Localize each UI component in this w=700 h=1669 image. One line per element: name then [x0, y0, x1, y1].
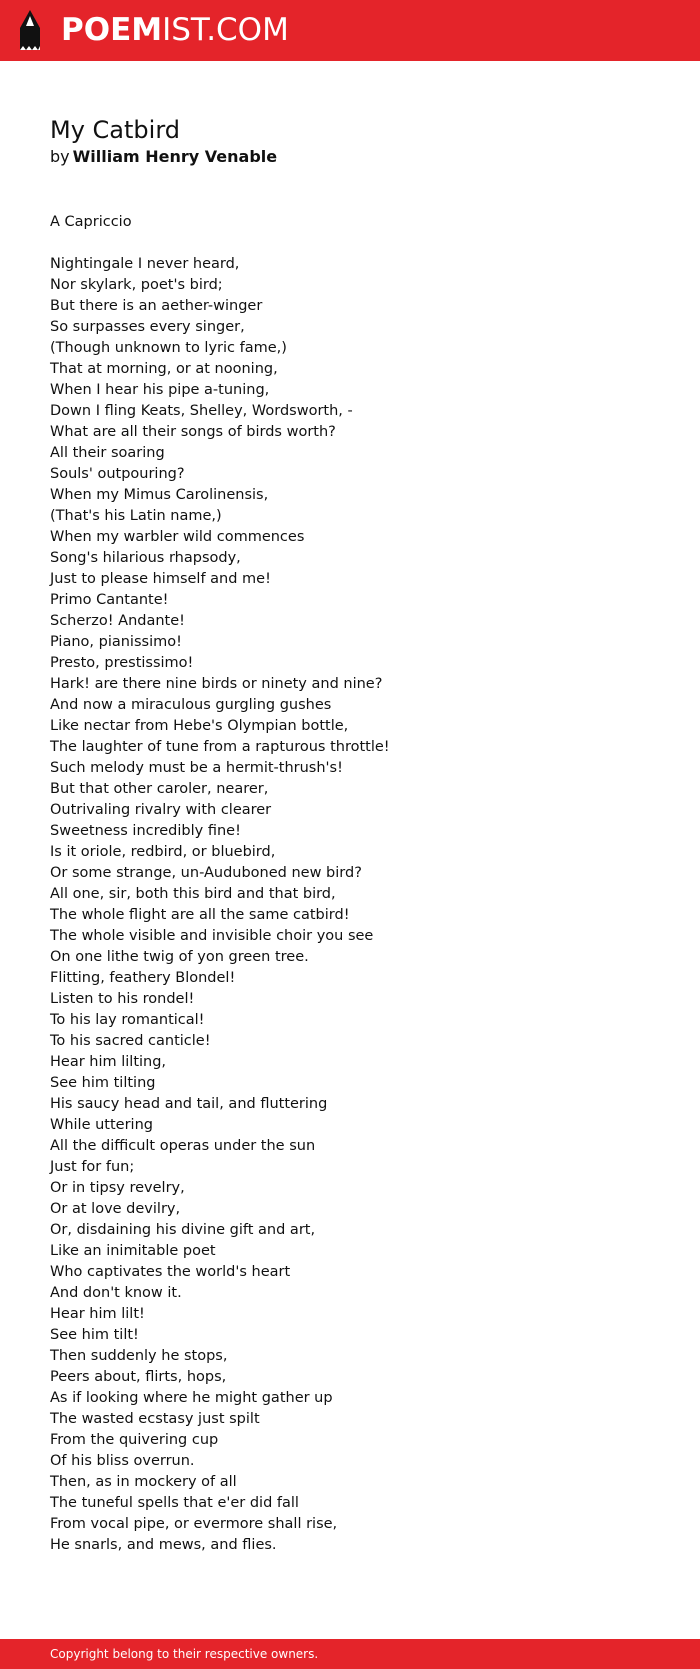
poem-line: The wasted ecstasy just spilt: [50, 1411, 260, 1427]
poem-line: Or in tipsy revelry,: [50, 1180, 185, 1196]
poem-line: All their soaring: [50, 445, 165, 461]
by-label: by: [50, 147, 70, 166]
poem-line: To his sacred canticle!: [50, 1033, 211, 1049]
poem-line: The tuneful spells that e'er did fall: [50, 1495, 299, 1511]
logo-text-light: IST.COM: [162, 12, 289, 48]
poem-line: When my warbler wild commences: [50, 529, 305, 545]
poem-line: Then, as in mockery of all: [50, 1474, 237, 1490]
poem-line: When I hear his pipe a-tuning,: [50, 382, 270, 398]
site-logo[interactable]: [61, 11, 289, 49]
site-header: [0, 0, 700, 61]
poem-line: What are all their songs of birds worth?: [50, 424, 336, 440]
copyright-text: Copyright belong to their respective owners.: [50, 1647, 319, 1661]
poem-title: My Catbird: [50, 116, 180, 144]
poem-content: [50, 114, 670, 1556]
poem-line: Such melody must be a hermit-thrush's!: [50, 760, 343, 776]
poem-line: Outrivaling rivalry with clearer: [50, 802, 272, 818]
site-footer: [0, 1639, 700, 1669]
poem-line: Presto, prestissimo!: [50, 655, 194, 671]
poem-line: Of his bliss overrun.: [50, 1453, 195, 1469]
poem-line: Then suddenly he stops,: [50, 1348, 228, 1364]
poem-line: So surpasses every singer,: [50, 319, 245, 335]
byline: [50, 146, 670, 168]
poem-line: (That's his Latin name,): [50, 508, 222, 524]
poem-line: Just for fun;: [50, 1159, 135, 1175]
poem-line: Is it oriole, redbird, or bluebird,: [50, 844, 276, 860]
poem-line: That at morning, or at nooning,: [50, 361, 278, 377]
poem-line: And now a miraculous gurgling gushes: [50, 697, 332, 713]
poem-line: Just to please himself and me!: [50, 571, 271, 587]
poem-line: Sweetness incredibly fine!: [50, 823, 241, 839]
poem-body: [50, 212, 670, 1556]
poem-line: To his lay romantical!: [50, 1012, 205, 1028]
poem-line: While uttering: [50, 1117, 153, 1133]
poem-line: Souls' outpouring?: [50, 466, 185, 482]
poem-line: Hear him lilt!: [50, 1306, 145, 1322]
poem-line: When my Mimus Carolinensis,: [50, 487, 269, 503]
poem-line: The whole visible and invisible choir you see: [50, 928, 374, 944]
poem-line: (Though unknown to lyric fame,): [50, 340, 287, 356]
poem-line: Who captivates the world's heart: [50, 1264, 291, 1280]
poem-line: Nor skylark, poet's bird;: [50, 277, 223, 293]
author-name[interactable]: William Henry Venable: [72, 147, 278, 166]
poem-line: Flitting, feathery Blondel!: [50, 970, 236, 986]
poem-line: The whole flight are all the same catbird!: [50, 907, 350, 923]
poem-line: Down I fling Keats, Shelley, Wordsworth, -: [50, 403, 353, 419]
poem-line: Hark! are there nine birds or ninety and nine?: [50, 676, 383, 692]
poem-line: But there is an aether-winger: [50, 298, 263, 314]
poem-line: Piano, pianissimo!: [50, 634, 182, 650]
poem-line: His saucy head and tail, and fluttering: [50, 1096, 328, 1112]
poem-line: Song's hilarious rhapsody,: [50, 550, 241, 566]
poem-line: All the difficult operas under the sun: [50, 1138, 316, 1154]
poem-line: As if looking where he might gather up: [50, 1390, 333, 1406]
poem-line: From the quivering cup: [50, 1432, 219, 1448]
poem-line: But that other caroler, nearer,: [50, 781, 269, 797]
pen-nib-icon[interactable]: [18, 10, 42, 52]
poem-line: Or, disdaining his divine gift and art,: [50, 1222, 316, 1238]
poem-line: The laughter of tune from a rapturous throttle!: [50, 739, 390, 755]
poem-line: Like an inimitable poet: [50, 1243, 216, 1259]
poem-line: He snarls, and mews, and flies.: [50, 1537, 277, 1553]
poem-line: Nightingale I never heard,: [50, 256, 240, 272]
poem-line: Primo Cantante!: [50, 592, 169, 608]
poem-line: Scherzo! Andante!: [50, 613, 185, 629]
poem-line: See him tilting: [50, 1075, 156, 1091]
poem-line: On one lithe twig of yon green tree.: [50, 949, 309, 965]
poem-line: Hear him lilting,: [50, 1054, 167, 1070]
poem-line: Like nectar from Hebe's Olympian bottle,: [50, 718, 349, 734]
poem-line: All one, sir, both this bird and that bird,: [50, 886, 336, 902]
poem-line: From vocal pipe, or evermore shall rise,: [50, 1516, 338, 1532]
poem-line: Peers about, flirts, hops,: [50, 1369, 227, 1385]
poem-line: And don't know it.: [50, 1285, 182, 1301]
logo-text-strong: POEM: [61, 12, 163, 48]
poem-line: Or some strange, un-Auduboned new bird?: [50, 865, 362, 881]
poem-line: Listen to his rondel!: [50, 991, 195, 1007]
poem-line: Or at love devilry,: [50, 1201, 181, 1217]
poem-subtitle: A Capriccio: [50, 214, 132, 230]
poem-line: See him tilt!: [50, 1327, 139, 1343]
